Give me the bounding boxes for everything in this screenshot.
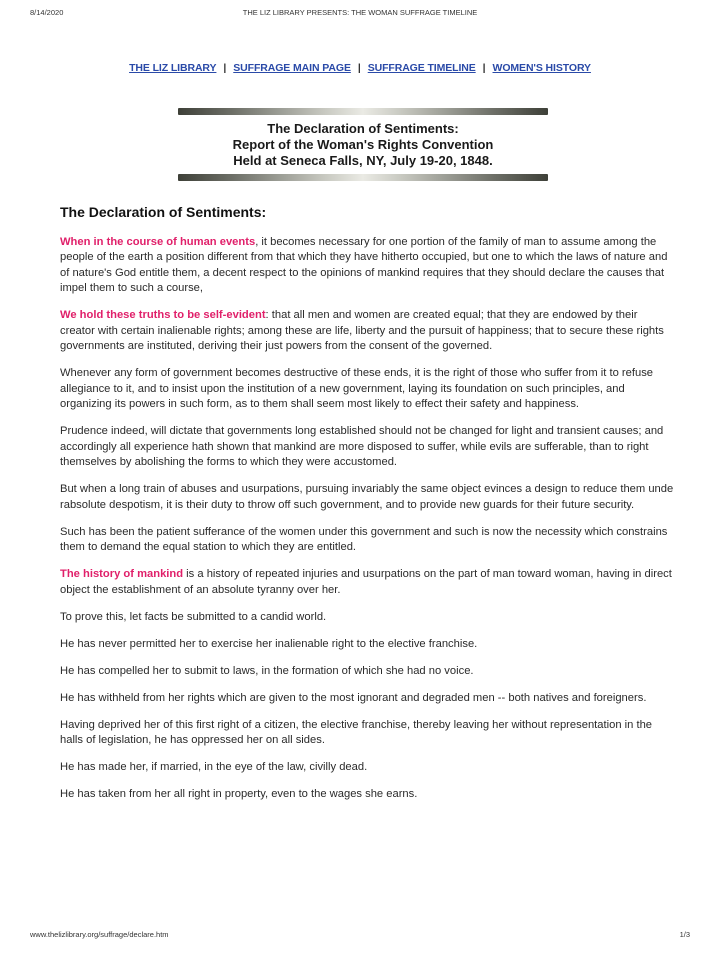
highlighted-phrase: The history of mankind [60, 568, 184, 580]
decorative-bar-top [178, 108, 548, 115]
paragraph: Whenever any form of government becomes destructive of these ends, it is the right of those who suffer from it to refuse allegiance to it, and to insist upon the institution of a new government, laying its foundation on such principles, and organizing its powers in such form, as to them shall seem most likely to effect their safety and happiness. [60, 367, 654, 410]
title-banner [178, 108, 548, 181]
highlighted-phrase: We hold these truths to be self-evident [60, 309, 266, 321]
paragraph: To prove this, let facts be submitted to a candid world. [60, 610, 327, 623]
title-line-2: Report of the Woman's Rights Convention [232, 137, 494, 152]
paragraph: He has withheld from her rights which are given to the most ignorant and degraded men -- both natives and foreigners. [60, 691, 647, 704]
section-heading: The Declaration of Sentiments: [60, 204, 267, 220]
document-body [60, 205, 675, 814]
paragraph: He has made her, if married, in the eye of the law, civilly dead. [60, 761, 368, 773]
nav-link-womens-history[interactable]: WOMEN'S HISTORY [492, 62, 591, 74]
paragraph: Such has been the patient sufferance of the women under this government and such is now the necessity which constrains them to demand the equal station to which they are entitled. [60, 525, 668, 553]
nav-link-suffrage-timeline[interactable]: SUFFRAGE TIMELINE [367, 62, 476, 74]
paragraph: He has compelled her to submit to laws, in the formation of which she had no voice. [60, 664, 474, 677]
nav-link-liz-library[interactable]: THE LIZ LIBRARY [129, 62, 217, 74]
print-header [0, 8, 720, 22]
print-page-title: THE LIZ LIBRARY PRESENTS: THE WOMAN SUFFRAGE TIMELINE [242, 8, 478, 17]
page-number: 1/3 [679, 930, 690, 939]
document-title [178, 115, 548, 174]
highlighted-phrase: When in the course of human events [60, 235, 256, 248]
paragraph: But when a long train of abuses and usurpations, pursuing invariably the same object evinces a design to reduce them unde rabsolute despotism, it is their duty to throw off such government, and to provide new guards for their future security. [60, 483, 674, 511]
paragraph: He has taken from her all right in property, even to the wages she earns. [60, 788, 418, 800]
paragraph: Having deprived her of this first right of a citizen, the elective franchise, thereby leaving her without representation in the halls of legislation, he has oppressed her on all sides. [60, 718, 653, 746]
paragraph: When in the course of human events, it becomes necessary for one portion of the family of man to assume among the people of the earth a position different from that which they have hitherto occupied, but one to which the laws of nature and of nature's God entitle them, a decent respect to the opinions of mankind requires that they should declare the causes that impel them to such a course, [60, 235, 668, 294]
top-navigation [0, 62, 720, 74]
paragraph: He has never permitted her to exercise her inalienable right to the elective franchise. [60, 637, 478, 650]
nav-link-suffrage-main-page[interactable]: SUFFRAGE MAIN PAGE [233, 62, 351, 74]
nav-separator: | [223, 62, 227, 74]
print-url: www.thelizlibrary.org/suffrage/declare.htm [30, 930, 169, 939]
paragraph: Prudence indeed, will dictate that governments long established should not be changed for light and transient causes; and accordingly all experience hath shown that mankind are more disposed to suffer, while evils are sufferable, than to right themselves by abolishing the forms to which they were accustomed. [60, 425, 664, 468]
decorative-bar-bottom [178, 174, 548, 181]
title-line-1: The Declaration of Sentiments: [267, 121, 459, 136]
nav-separator: | [357, 62, 361, 74]
nav-separator: | [482, 62, 486, 74]
paragraph: The history of mankind is a history of repeated injuries and usurpations on the part of man toward woman, having in direct object the establishment of an absolute tyranny over her. [60, 568, 672, 596]
title-line-3: Held at Seneca Falls, NY, July 19-20, 1848. [233, 153, 493, 168]
print-date: 8/14/2020 [30, 8, 64, 17]
paragraph: We hold these truths to be self-evident: that all men and women are created equal; that they are endowed by their creator with certain inalienable rights; among these are life, liberty and the pursuit of happiness; that to secure these rights governments are instituted, deriving their just powers from the consent of the governed. [60, 309, 664, 352]
